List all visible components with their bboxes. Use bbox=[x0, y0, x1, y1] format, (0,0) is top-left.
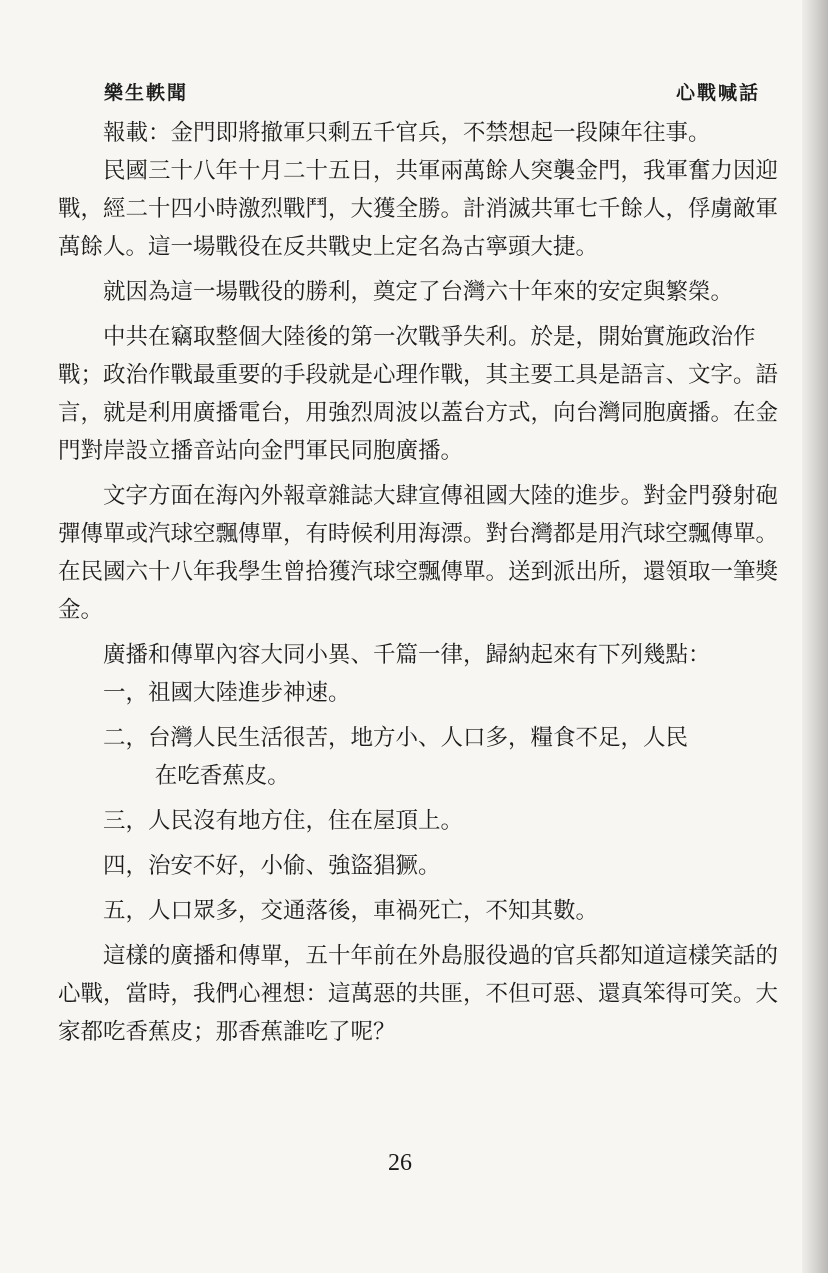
paragraph-1: 報載：金門即將撤軍只剩五千官兵，不禁想起一段陳年往事。 bbox=[103, 120, 711, 146]
paragraph-5: 文字方面在海內外報章雜誌大肆宣傳祖國大陸的進步。對金門發射砲彈傳單或汽球空飄傳單，有時候利用海漂。對台灣都是用汽球空飄傳單。在民國六十八年我學生曾拾獲汽球空飄傳單。送到派出所，還領取一筆獎金。 bbox=[58, 483, 779, 623]
point-five: 五，人口眾多，交通落後，車禍死亡，不知其數。 bbox=[103, 898, 599, 924]
point-four: 四，治安不好，小偷、強盜猖獗。 bbox=[103, 853, 441, 879]
running-head bbox=[104, 78, 760, 105]
paragraph-6: 廣播和傳單內容大同小異、千篇一律，歸納起來有下列幾點： bbox=[103, 642, 711, 668]
point-one: 一，祖國大陸進步神速。 bbox=[103, 680, 351, 706]
paragraph-7: 這樣的廣播和傳單，五十年前在外島服役過的官兵都知道這樣笑話的心戰，當時，我們心裡想：這萬惡的共匪，不但可惡、還真笨得可笑。大家都吃香蕉皮；那香蕉誰吃了呢？ bbox=[58, 943, 779, 1045]
page-number: 26 bbox=[388, 1150, 412, 1176]
page-gutter-shadow bbox=[802, 0, 828, 1273]
point-two bbox=[58, 719, 794, 795]
point-two-line-2: 在吃香蕉皮。 bbox=[154, 763, 290, 789]
body-text bbox=[58, 114, 794, 1058]
chapter-title: 心戰喊話 bbox=[675, 82, 760, 104]
paragraph-2: 民國三十八年十月二十五日，共軍兩萬餘人突襲金門，我軍奮力因迎戰，經二十四小時激烈戰鬥，大獲全勝。計消滅共軍七千餘人，俘虜敵軍萬餘人。這一場戰役在反共戰史上定名為古寧頭大捷。 bbox=[58, 158, 779, 260]
paragraph-3: 就因為這一場戰役的勝利，奠定了台灣六十年來的安定與繁榮。 bbox=[103, 279, 734, 305]
paragraph-4: 中共在竊取整個大陸後的第一次戰爭失利。於是，開始實施政治作戰；政治作戰最重要的手段就是心理作戰，其主要工具是語言、文字。語言，就是利用廣播電台，用強烈周波以蓋台方式，向台灣同胞廣播。在金門對岸設立播音站向金門軍民同胞廣播。 bbox=[58, 324, 779, 464]
point-two-line-1: 二，台灣人民生活很苦，地方小、人口多，糧食不足，人民 bbox=[103, 725, 689, 751]
book-title: 樂生軼聞 bbox=[104, 82, 189, 104]
point-three: 三，人民沒有地方住，住在屋頂上。 bbox=[103, 808, 464, 834]
